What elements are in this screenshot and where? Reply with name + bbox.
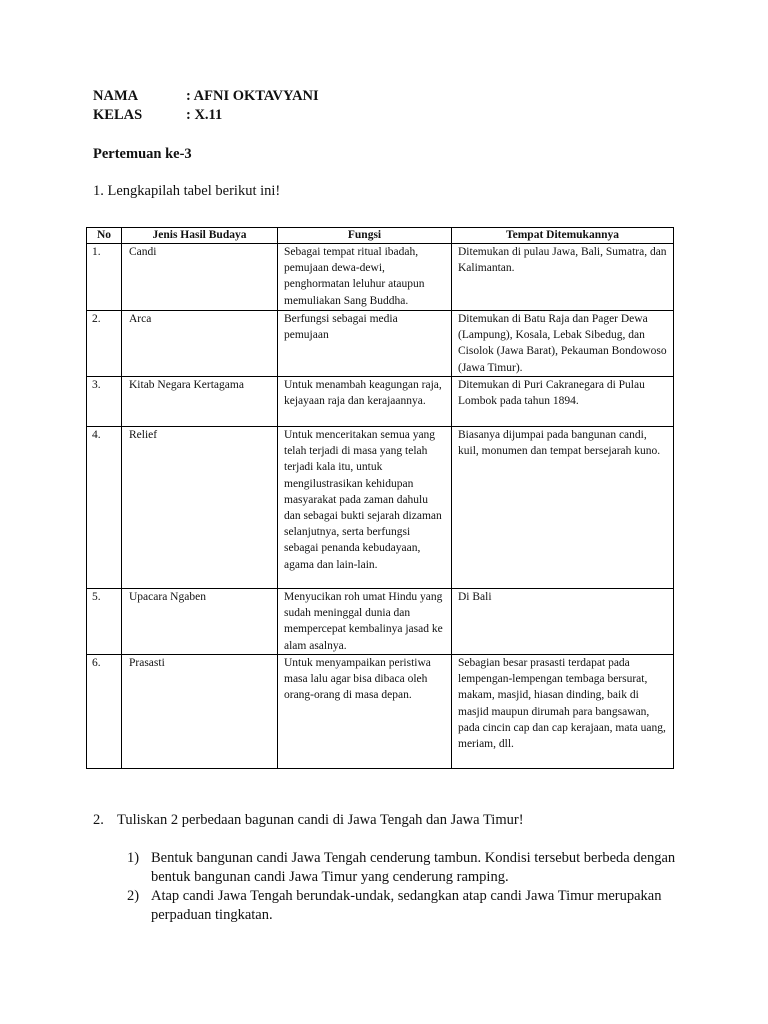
cell-hasil: Kitab Negara Kertagama xyxy=(122,377,278,427)
cell-hasil: Upacara Ngaben xyxy=(122,589,278,655)
cell-fungsi: Sebagai tempat ritual ibadah, pemujaan dewa-dewi, penghormatan leluhur ataupun memuliakan Sang Buddha. xyxy=(278,244,452,311)
question-2-text: Tuliskan 2 perbedaan bagunan candi di Jawa Tengah dan Jawa Timur! xyxy=(117,812,524,828)
table-header-row xyxy=(87,228,674,244)
header-tempat: Tempat Ditemukannya xyxy=(452,228,674,244)
table-row xyxy=(87,311,674,377)
answer-text: Bentuk bangunan candi Jawa Tengah cenderung tambun. Kondisi tersebut berbeda dengan bentuk bangunan candi Jawa Timur yang cenderung ramping. xyxy=(151,850,676,885)
name-value: : AFNI OKTAVYANI xyxy=(186,88,319,104)
list-item xyxy=(127,887,687,925)
name-row xyxy=(93,88,319,105)
cell-no: 5. xyxy=(87,589,122,655)
header-no: No xyxy=(87,228,122,244)
header-fungsi: Fungsi xyxy=(278,228,452,244)
cell-no: 1. xyxy=(87,244,122,311)
answer-number: 1) xyxy=(127,850,140,866)
table-row xyxy=(87,244,674,311)
cell-hasil: Arca xyxy=(122,311,278,377)
cell-fungsi: Untuk menambah keagungan raja, kejayaan raja dan kerajaannya. xyxy=(278,377,452,427)
answer-text: Atap candi Jawa Tengah berundak-undak, sedangkan atap candi Jawa Timur merupakan perpaduan tingkatan. xyxy=(151,888,662,923)
list-item xyxy=(127,849,687,887)
cell-hasil: Candi xyxy=(122,244,278,311)
table-row xyxy=(87,377,674,427)
cell-no: 3. xyxy=(87,377,122,427)
culture-table xyxy=(86,227,674,769)
table-row xyxy=(87,427,674,589)
cell-tempat: Ditemukan di Batu Raja dan Pager Dewa (Lampung), Kosala, Lebak Sibedug, dan Cisolok (Jawa Barat), Pekauman Bondowoso (Jawa Timur). xyxy=(452,311,674,377)
cell-fungsi: Menyucikan roh umat Hindu yang sudah meninggal dunia dan mempercepat kembalinya jasad ke alam asalnya. xyxy=(278,589,452,655)
cell-no: 2. xyxy=(87,311,122,377)
cell-tempat: Di Bali xyxy=(452,589,674,655)
cell-fungsi: Berfungsi sebagai media pemujaan xyxy=(278,311,452,377)
cell-fungsi: Untuk menceritakan semua yang telah terjadi di masa yang telah terjadi kala itu, untuk mengilustrasikan kehidupan masyarakat pada zaman dahulu dan sebagai bukti sejarah dizaman selanjutnya, serta berfungsi sebagai penanda kebudayaan, agama dan lain-lain. xyxy=(278,427,452,589)
class-row xyxy=(93,107,222,124)
cell-no: 4. xyxy=(87,427,122,589)
cell-fungsi: Untuk menyampaikan peristiwa masa lalu agar bisa dibaca oleh orang-orang di masa depan. xyxy=(278,655,452,769)
cell-hasil: Prasasti xyxy=(122,655,278,769)
question-2 xyxy=(93,812,524,829)
header-hasil: Jenis Hasil Budaya xyxy=(122,228,278,244)
class-label: KELAS xyxy=(93,107,143,123)
meeting-title: Pertemuan ke-3 xyxy=(93,146,192,162)
cell-tempat: Ditemukan di pulau Jawa, Bali, Sumatra, dan Kalimantan. xyxy=(452,244,674,311)
table-row xyxy=(87,655,674,769)
name-label: NAMA xyxy=(93,88,139,104)
question-1: 1. Lengkapilah tabel berikut ini! xyxy=(93,183,281,199)
question-2-number: 2. xyxy=(93,812,104,828)
cell-no: 6. xyxy=(87,655,122,769)
cell-tempat: Biasanya dijumpai pada bangunan candi, kuil, monumen dan tempat bersejarah kuno. xyxy=(452,427,674,589)
answer-number: 2) xyxy=(127,888,140,904)
cell-hasil: Relief xyxy=(122,427,278,589)
table-row xyxy=(87,589,674,655)
cell-tempat: Sebagian besar prasasti terdapat pada lempengan-lempengan tembaga bersurat, makam, masjid, hiasan dinding, baik di masjid maupun dirumah para bangsawan, pada cincin cap dan cap kerajaan, mata uang, meriam, dll. xyxy=(452,655,674,769)
class-value: : X.11 xyxy=(186,107,223,123)
cell-tempat: Ditemukan di Puri Cakranegara di Pulau Lombok pada tahun 1894. xyxy=(452,377,674,427)
answer-list xyxy=(127,849,687,925)
